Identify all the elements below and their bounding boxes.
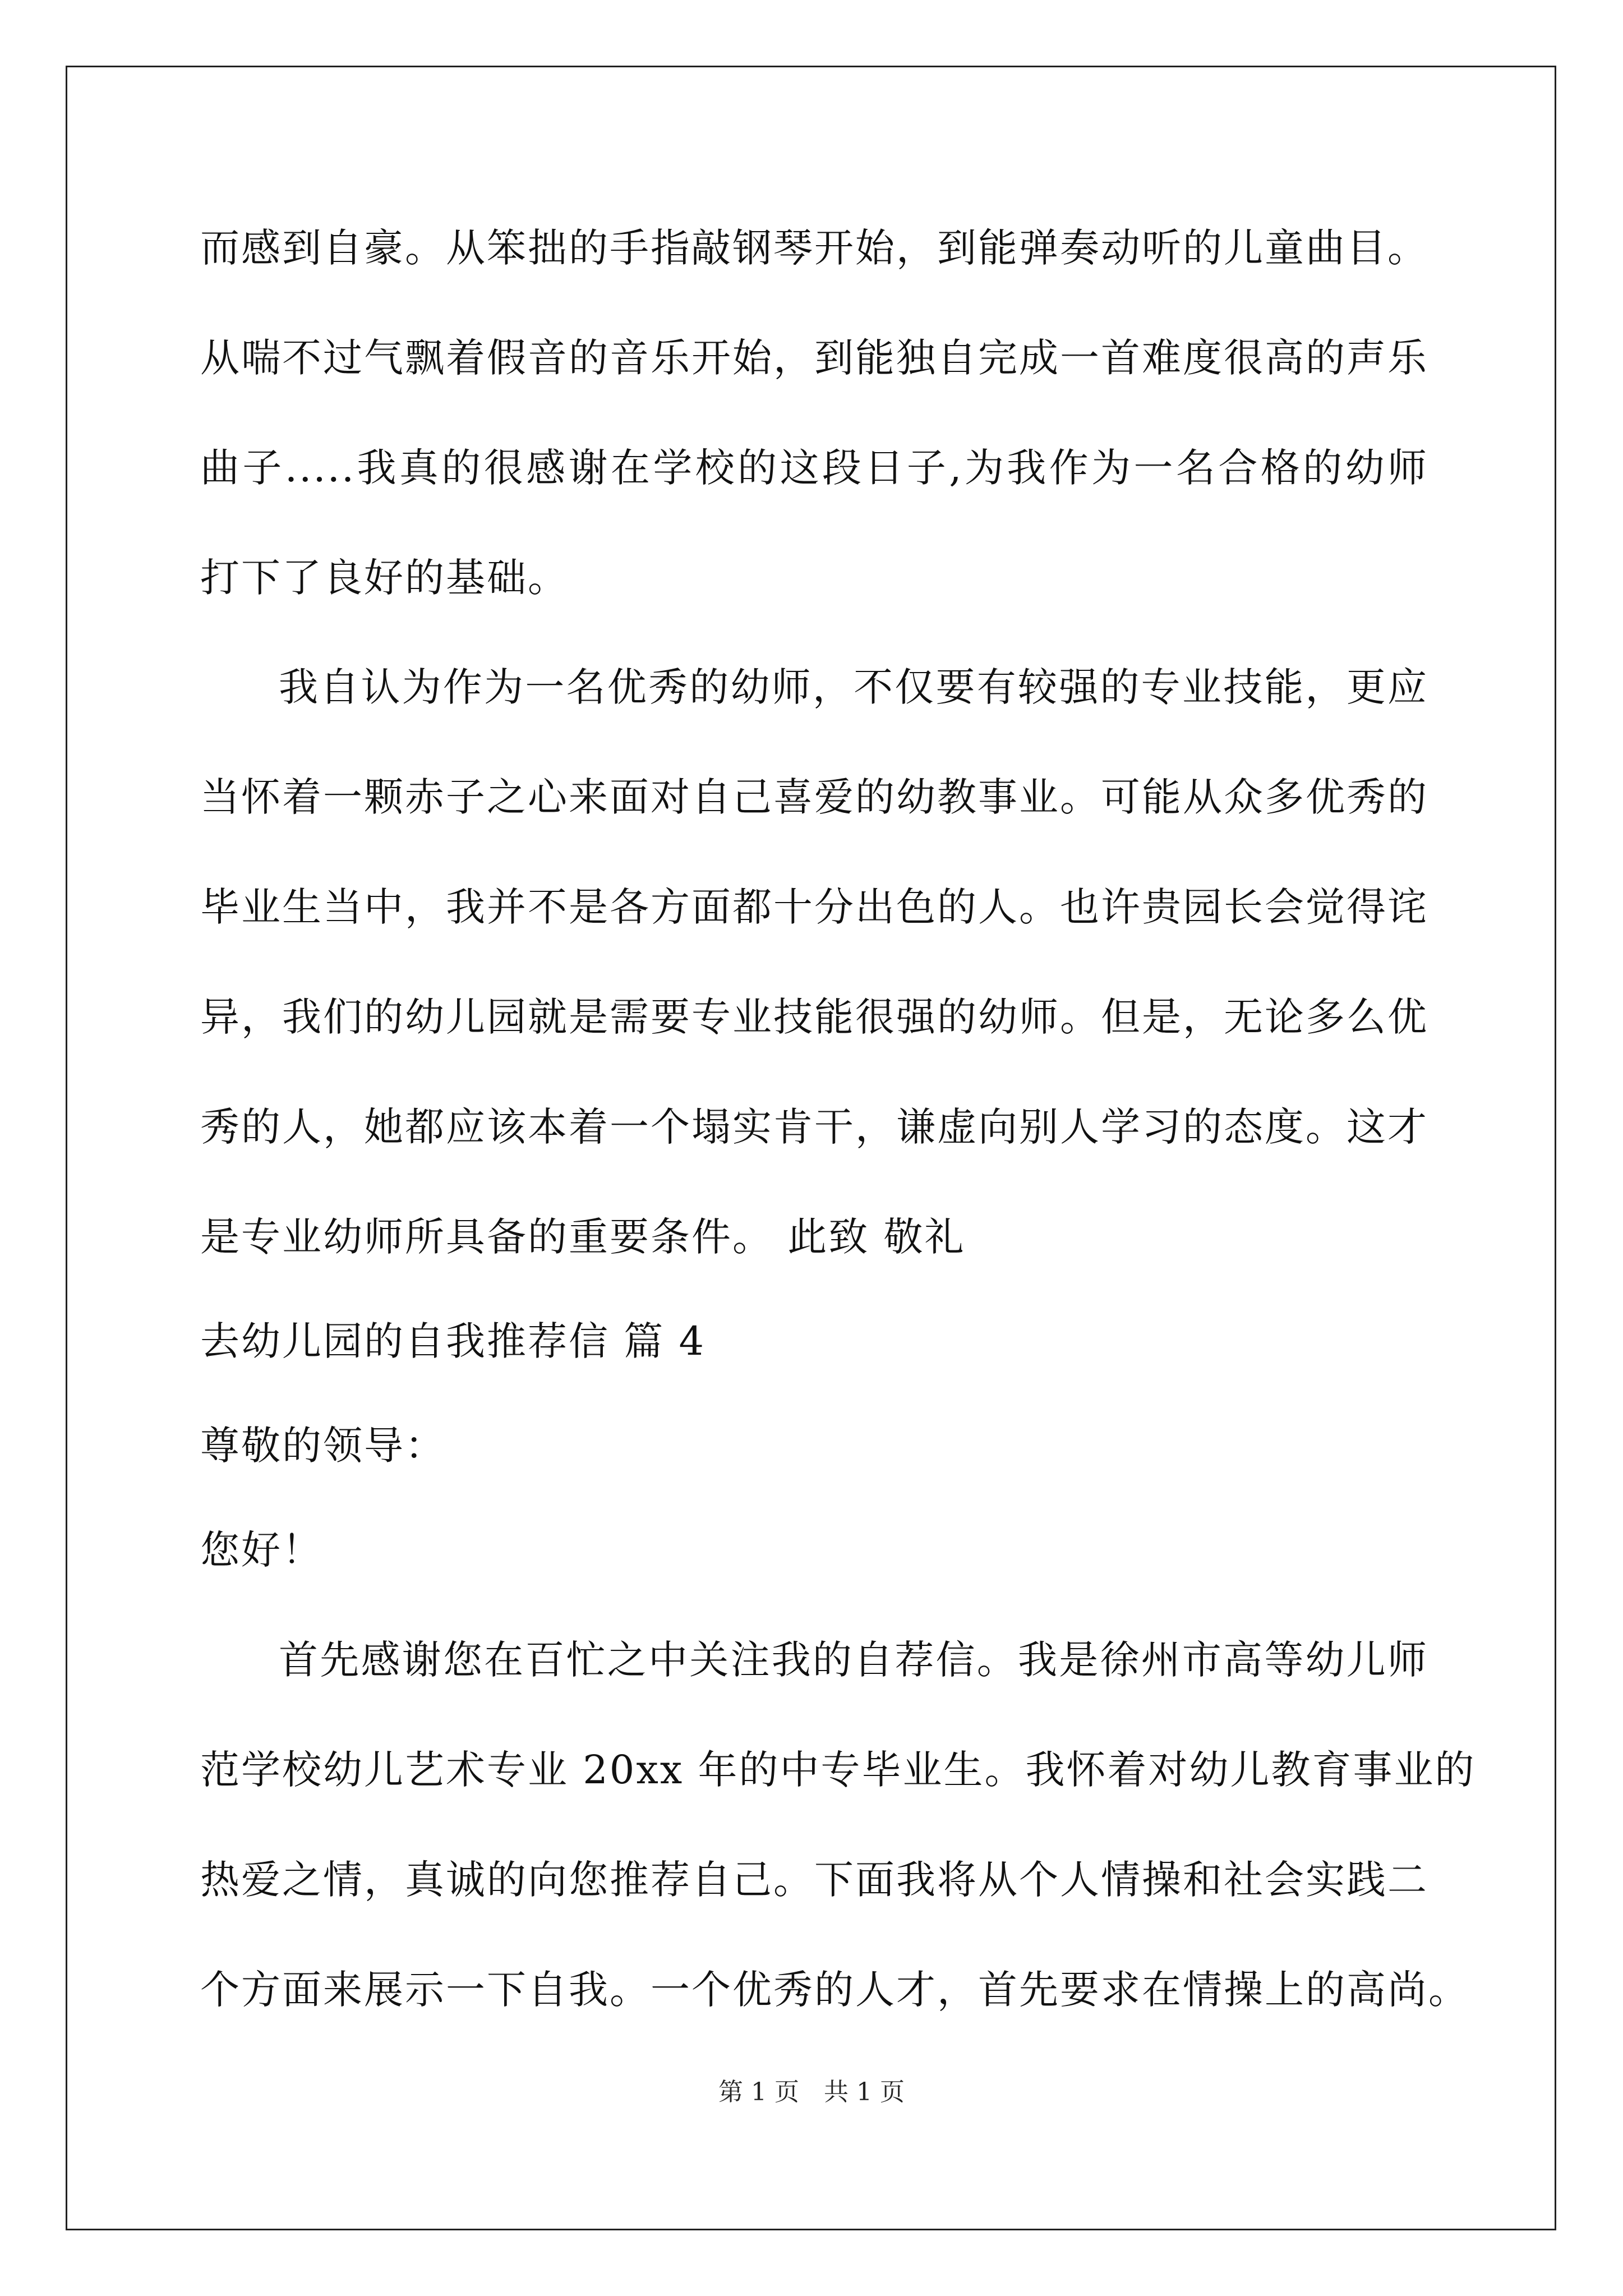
body-line-4: 打下了良好的基础。 — [200, 555, 569, 601]
paragraph-line-1: 我自认为作为一名优秀的幼师，不仅要有较强的专业技能，更应 — [279, 664, 1428, 710]
body-line-3: 曲子.....我真的很感谢在学校的这段日子,为我作为一名合格的幼师 — [200, 445, 1428, 491]
paragraph-line-5: 秀的人，她都应该本着一个塌实肯干，谦虚向别人学习的态度。这才 — [200, 1104, 1428, 1150]
salutation: 尊敬的领导： — [200, 1423, 446, 1469]
paragraph-line-4: 异，我们的幼儿园就是需要专业技能很强的幼师。但是，无论多么优 — [200, 994, 1428, 1040]
paragraph-line-2: 当怀着一颗赤子之心来面对自己喜爱的幼教事业。可能从众多优秀的 — [200, 774, 1428, 820]
body-line-2: 从喘不过气飘着假音的音乐开始，到能独自完成一首难度很高的声乐 — [200, 335, 1428, 381]
body-line-1: 而感到自豪。从笨拙的手指敲钢琴开始，到能弹奏动听的儿童曲目。 — [200, 225, 1428, 271]
closing-line: 是专业幼师所具备的重要条件。 此致 敬礼 — [200, 1214, 966, 1260]
letter-line-2: 范学校幼儿艺术专业 20xx 年的中专毕业生。我怀着对幼儿教育事业的 — [200, 1747, 1476, 1793]
greeting: 您好！ — [200, 1527, 323, 1573]
page-number-footer: 第 1 页 共 1 页 — [718, 2078, 905, 2106]
section-title: 去幼儿园的自我推荐信 篇 4 — [200, 1318, 706, 1364]
letter-line-3: 热爱之情，真诚的向您推荐自己。下面我将从个人情操和社会实践二 — [200, 1857, 1428, 1903]
letter-line-1: 首先感谢您在百忙之中关注我的自荐信。我是徐州市高等幼儿师 — [279, 1637, 1428, 1683]
paragraph-line-3: 毕业生当中，我并不是各方面都十分出色的人。也许贵园长会觉得诧 — [200, 884, 1428, 930]
letter-line-4: 个方面来展示一下自我。一个优秀的人才，首先要求在情操上的高尚。 — [200, 1967, 1469, 2013]
